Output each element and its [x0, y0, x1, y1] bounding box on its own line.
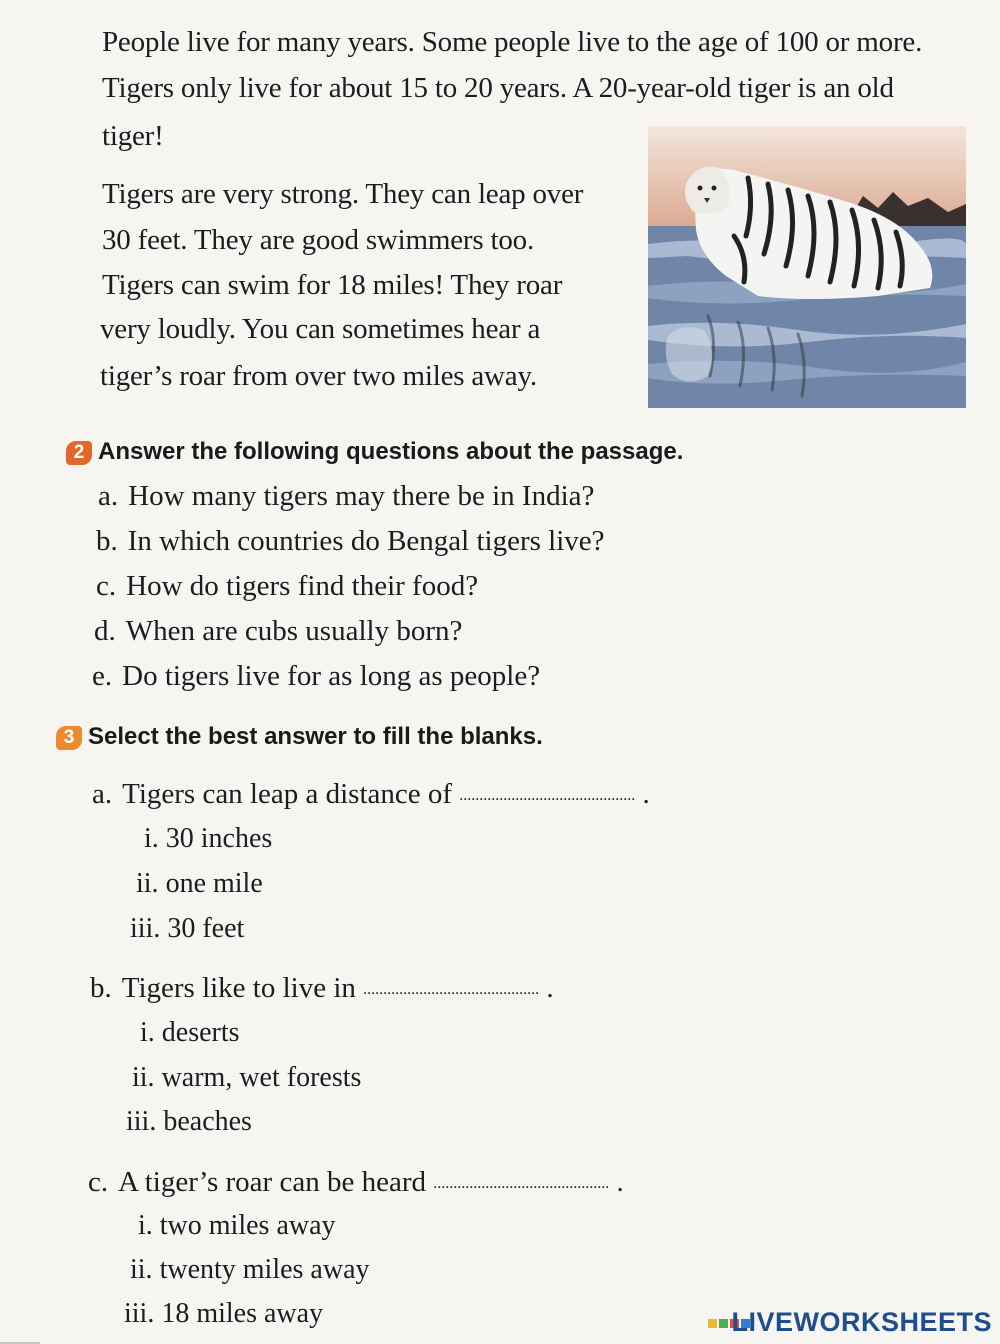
item-label: c.: [88, 1166, 109, 1198]
option-text: warm, wet forests: [161, 1062, 362, 1093]
liveworksheets-logo: [707, 1307, 992, 1338]
tiger-in-water-illustration: [648, 126, 966, 408]
question-text: Do tigers live for as long as people?: [122, 660, 541, 692]
passage-line: Tigers only live for about 15 to 20 years. A 20-year-old tiger is an old: [102, 72, 894, 104]
option-item[interactable]: [130, 913, 244, 945]
option-number: ii.: [132, 1062, 155, 1093]
option-number: i.: [138, 1210, 153, 1241]
question-text: When are cubs usually born?: [125, 615, 463, 647]
question-item: [96, 570, 478, 603]
question-item: [94, 615, 462, 648]
question-item: [96, 525, 605, 558]
option-number: i.: [144, 823, 159, 854]
item-stem: A tiger’s roar can be heard: [118, 1166, 426, 1198]
option-number: i.: [140, 1017, 155, 1048]
option-item[interactable]: [124, 1298, 323, 1330]
question-item: [98, 480, 594, 513]
option-number: iii.: [124, 1298, 155, 1329]
question-text: How many tigers may there be in India?: [128, 480, 595, 512]
option-item[interactable]: [132, 1062, 361, 1094]
option-item[interactable]: [130, 1254, 370, 1286]
passage-line: People live for many years. Some people live to the age of 100 or more.: [102, 26, 923, 58]
item-stem: Tigers like to live in: [121, 972, 356, 1004]
question-label: a.: [98, 480, 119, 512]
question-label: d.: [94, 615, 116, 647]
option-item[interactable]: [144, 823, 272, 855]
question-label: e.: [92, 660, 113, 692]
section-title: Select the best answer to fill the blanks.: [88, 723, 543, 750]
logo-grid-icon: [707, 1318, 729, 1329]
option-item[interactable]: [138, 1210, 336, 1242]
question-text: How do tigers find their food?: [126, 570, 479, 602]
item-end: .: [546, 972, 554, 1004]
section-number-badge: 3: [56, 726, 82, 750]
answer-blank[interactable]: ............................................: [459, 787, 636, 804]
question-item: [92, 660, 540, 693]
section-2-heading: [66, 438, 683, 466]
option-number: ii.: [136, 868, 159, 899]
option-text: twenty miles away: [159, 1254, 370, 1285]
item-stem: Tigers can leap a distance of: [122, 778, 453, 810]
passage-line: very loudly. You can sometimes hear a: [100, 313, 541, 345]
option-text: two miles away: [159, 1210, 336, 1241]
fill-blank-item: [90, 972, 554, 1005]
item-end: .: [616, 1166, 624, 1198]
question-label: b.: [96, 525, 118, 557]
option-number: iii.: [126, 1106, 157, 1137]
question-text: In which countries do Bengal tigers live?: [127, 525, 605, 557]
option-item[interactable]: [140, 1017, 240, 1049]
passage-line: Tigers can swim for 18 miles! They roar: [102, 269, 563, 301]
logo-text: LIVEWORKSHEETS: [731, 1307, 992, 1337]
answer-blank[interactable]: ............................................: [363, 981, 540, 998]
option-text: 30 inches: [165, 823, 273, 854]
fill-blank-item: [88, 1166, 624, 1199]
option-text: 18 miles away: [161, 1298, 324, 1329]
fill-blank-item: [92, 778, 650, 811]
option-item[interactable]: [136, 868, 263, 900]
section-number-badge: 2: [66, 441, 92, 465]
option-text: deserts: [161, 1017, 240, 1048]
option-item[interactable]: [126, 1106, 252, 1138]
passage-line: tiger!: [102, 120, 164, 152]
section-title: Answer the following questions about the passage.: [98, 438, 684, 465]
passage-line: 30 feet. They are good swimmers too.: [102, 224, 534, 256]
option-text: 30 feet: [167, 913, 245, 944]
option-text: one mile: [165, 868, 263, 899]
item-end: .: [642, 778, 650, 810]
item-label: a.: [92, 778, 113, 810]
section-3-heading: [56, 723, 543, 751]
answer-blank[interactable]: ............................................: [433, 1175, 610, 1192]
item-label: b.: [90, 972, 112, 1004]
option-number: iii.: [130, 913, 161, 944]
option-number: ii.: [130, 1254, 153, 1285]
option-text: beaches: [163, 1106, 252, 1137]
passage-line: tiger’s roar from over two miles away.: [100, 360, 537, 392]
passage-line: Tigers are very strong. They can leap over: [102, 178, 584, 210]
question-label: c.: [96, 570, 117, 602]
